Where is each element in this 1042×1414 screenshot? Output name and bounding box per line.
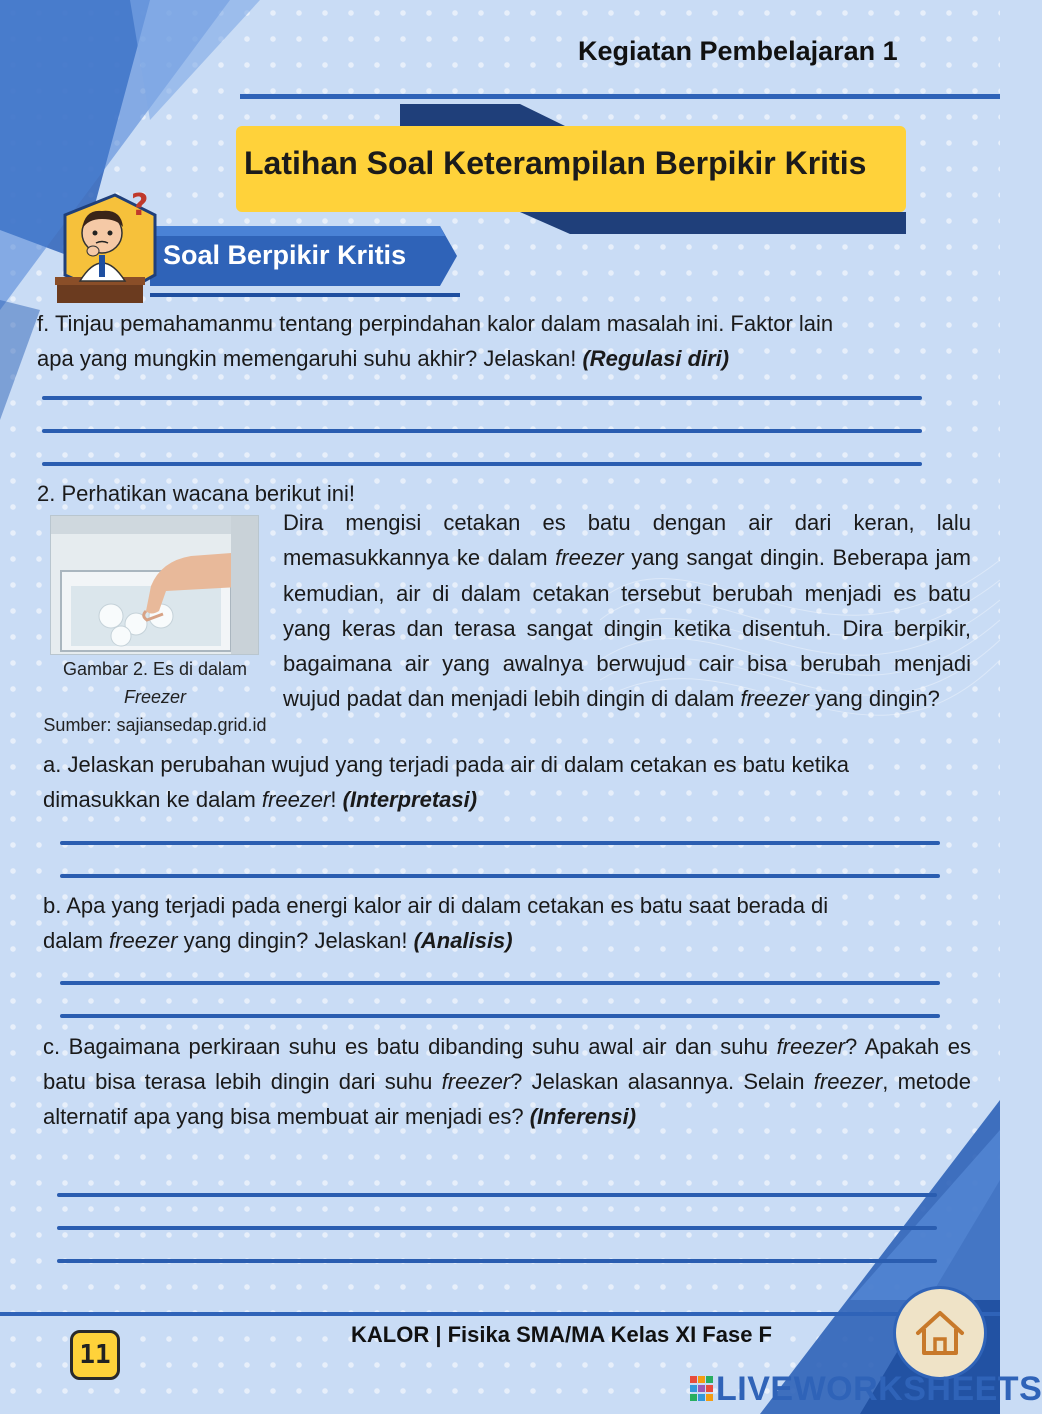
answer-line-f-1[interactable] xyxy=(42,396,922,400)
answer-line-b-1[interactable] xyxy=(60,981,940,985)
answer-line-f-2[interactable] xyxy=(42,429,922,433)
header-divider xyxy=(240,94,1000,99)
question-2-intro: 2. Perhatikan wacana berikut ini! xyxy=(37,481,355,506)
answer-line-c-2[interactable] xyxy=(57,1226,937,1230)
lesson-header: Kegiatan Pembelajaran 1 xyxy=(578,36,898,66)
answer-line-c-1[interactable] xyxy=(57,1193,937,1197)
section-underline xyxy=(150,293,460,297)
question-a xyxy=(43,747,973,817)
answer-line-b-2[interactable] xyxy=(60,1014,940,1018)
question-c-skill-tag: (Inferensi) xyxy=(529,1104,637,1129)
reading-passage: Dira mengisi cetakan es batu dengan air dari keran, lalu memasukkannya ke dalam freezer yang sangat dingin. Beberapa jam kemudian, air di dalam cetakan tersebut berubah menjadi es batu yang keras dan terasa sangat dingin ketika disentuh. Dira berpikir, bagaimana air yang awalnya berwujud cair bisa berubah menjadi wujud padat dan menjadi lebih dingin di dalam freezer yang dingin? xyxy=(283,510,971,712)
question-a-line2: dimasukkan ke dalam freezer! (Interpretasi) xyxy=(43,787,478,812)
footer-divider xyxy=(0,1312,1000,1316)
question-f xyxy=(37,306,977,376)
question-f-line1: f. Tinjau pemahamanmu tentang perpindahan kalor dalam masalah ini. Faktor lain xyxy=(37,311,834,336)
question-a-line1: a. Jelaskan perubahan wujud yang terjadi pada air di dalam cetakan es batu ketika xyxy=(43,752,849,777)
question-a-skill-tag: (Interpretasi) xyxy=(342,787,478,812)
home-icon xyxy=(896,1289,984,1377)
page-number-badge: 11 xyxy=(70,1330,120,1380)
home-button[interactable] xyxy=(893,1286,987,1380)
footer-title: KALOR | Fisika SMA/MA Kelas XI Fase F xyxy=(351,1322,772,1347)
question-b xyxy=(43,888,973,958)
section-title: Soal Berpikir Kritis xyxy=(163,240,407,270)
question-f-skill-tag: (Regulasi diri) xyxy=(582,346,730,371)
thinking-student-icon xyxy=(55,185,165,310)
answer-line-c-3[interactable] xyxy=(57,1259,937,1263)
question-c: c. Bagaimana perkiraan suhu es batu dibanding suhu awal air dan suhu freezer? Apakah es batu bisa terasa lebih dingin dari suhu freezer? Jelaskan alasannya. Selain freezer, metode alternatif apa yang bisa membuat air menjadi es? (Inferensi) xyxy=(43,1034,971,1129)
freezer-photo xyxy=(50,515,259,655)
caption-line2: Freezer xyxy=(123,687,186,707)
page-title: Latihan Soal Keterampilan Berpikir Kritis xyxy=(244,145,867,181)
question-f-line2: apa yang mungkin memengaruhi suhu akhir? Jelaskan! (Regulasi diri) xyxy=(37,346,730,371)
figure-caption xyxy=(20,655,290,739)
caption-source: Sumber: sajiansedap.grid.id xyxy=(43,715,267,735)
answer-line-a-1[interactable] xyxy=(60,841,940,845)
liveworksheets-logo-icon xyxy=(690,1376,714,1404)
question-b-skill-tag: (Analisis) xyxy=(413,928,513,953)
answer-line-a-2[interactable] xyxy=(60,874,940,878)
question-mark-icon: ? xyxy=(131,188,149,223)
liveworksheets-watermark: LIVEWORKSHEETS xyxy=(716,1370,1042,1408)
caption-line1: Gambar 2. Es di dalam xyxy=(62,659,248,679)
answer-line-f-3[interactable] xyxy=(42,462,922,466)
question-b-line2: dalam freezer yang dingin? Jelaskan! (Analisis) xyxy=(43,928,513,953)
question-b-line1: b. Apa yang terjadi pada energi kalor air di dalam cetakan es batu saat berada di xyxy=(43,893,829,918)
